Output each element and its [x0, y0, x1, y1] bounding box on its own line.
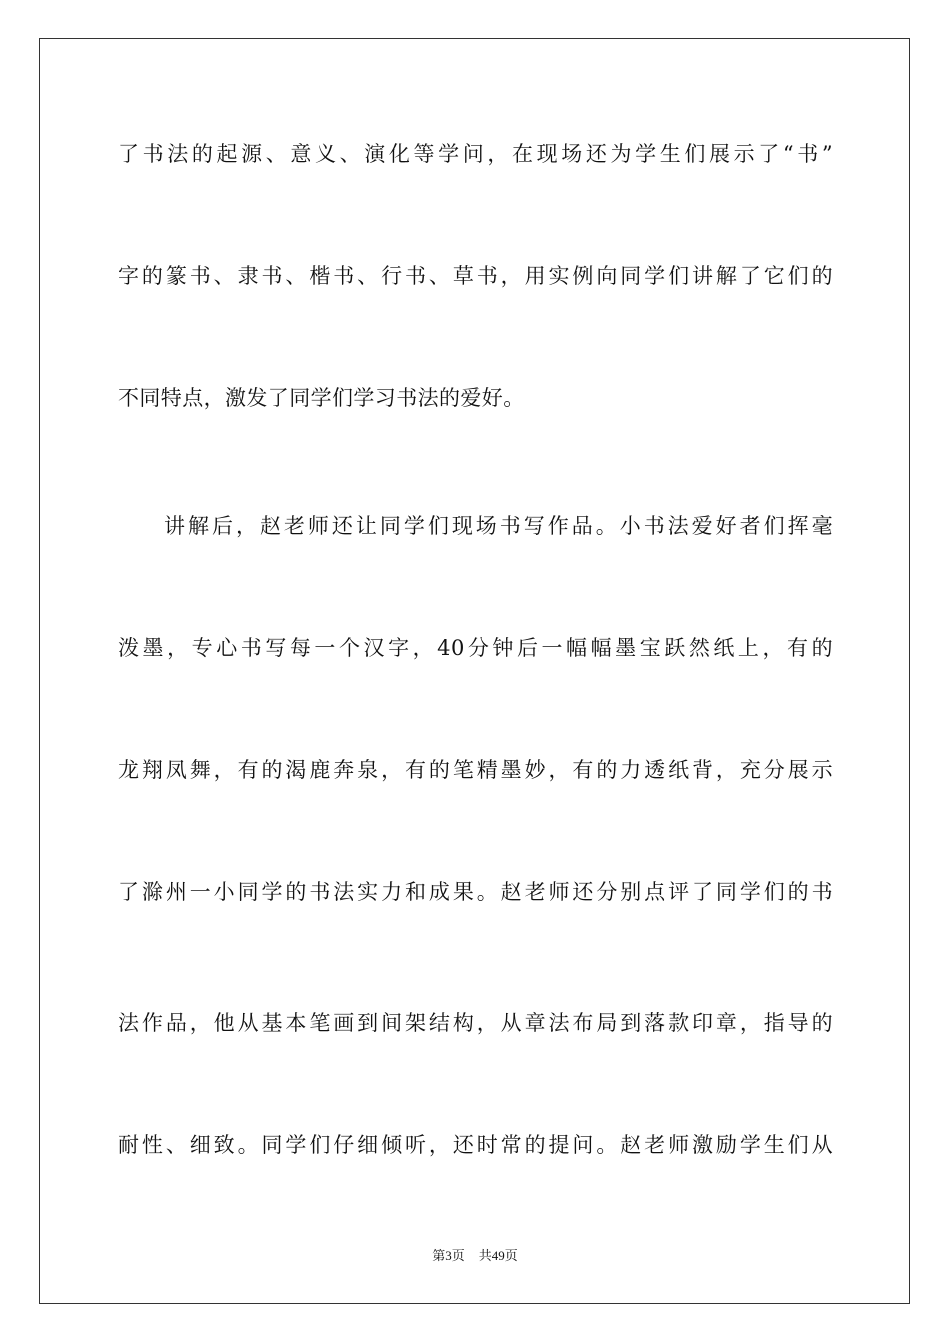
body-text-line-7: 了滁州一小同学的书法实力和成果。赵老师还分别点评了同学们的书 — [118, 880, 833, 904]
body-text-line-5: 泼墨，专心书写每一个汉字，40分钟后一幅幅墨宝跃然纸上，有的 — [118, 636, 833, 660]
body-text-line-3: 不同特点，激发了同学们学习书法的爱好。 — [118, 386, 525, 410]
body-text-line-4: 讲解后，赵老师还让同学们现场书写作品。小书法爱好者们挥毫 — [164, 514, 833, 538]
body-text-line-9: 耐性、细致。同学们仔细倾听，还时常的提问。赵老师激励学生们从 — [118, 1133, 833, 1157]
body-text-line-8: 法作品，他从基本笔画到间架结构，从章法布局到落款印章，指导的 — [118, 1011, 833, 1035]
body-text-line-2: 字的篆书、隶书、楷书、行书、草书，用实例向同学们讲解了它们的 — [118, 264, 833, 288]
page-number: 第3页 — [432, 1248, 465, 1263]
body-text-line-1: 了书法的起源、意义、演化等学问，在现场还为学生们展示了“书” — [118, 142, 833, 166]
page-total: 共49页 — [478, 1248, 518, 1263]
page-footer — [0, 1248, 950, 1264]
body-text-line-6: 龙翔凤舞，有的渴鹿奔泉，有的笔精墨妙，有的力透纸背，充分展示 — [118, 758, 833, 782]
page-border — [39, 38, 910, 1304]
